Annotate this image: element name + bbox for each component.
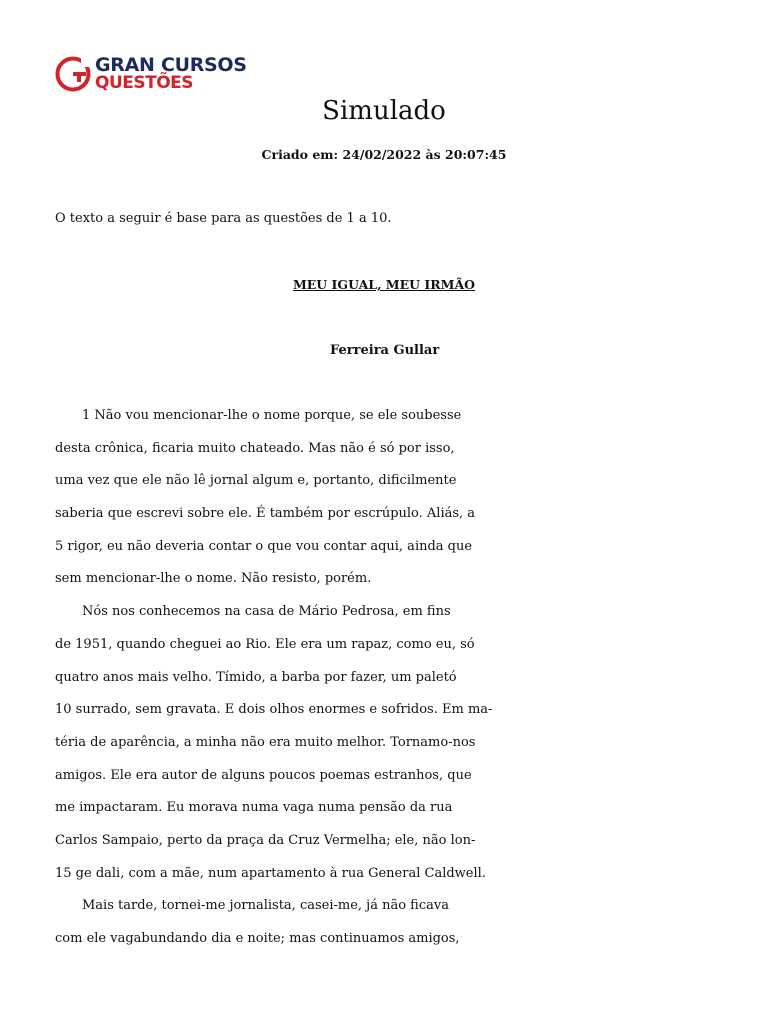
text-line: 5 rigor, eu não deveria contar o que vou contar aqui, ainda que <box>55 538 473 554</box>
logo-text-gran-cursos: GRAN CURSOS <box>95 54 247 76</box>
text-line: 10 surrado, sem gravata. E dois olhos enormes e sofridos. Em ma- <box>55 702 493 718</box>
text-line: 1 Não vou mencionar-lhe o nome porque, se ele soubesse <box>82 408 462 423</box>
text-author: Ferreira Gullar <box>330 343 440 358</box>
text-body <box>55 400 495 956</box>
g-logo-icon <box>55 56 91 92</box>
text-line: quatro anos mais velho. Tímido, a barba por fazer, um paletó <box>55 669 457 685</box>
gran-cursos-logo <box>55 54 250 94</box>
text-line: 15 ge dali, com a mãe, num apartamento à rua General Caldwell. <box>55 865 486 881</box>
text-line: uma vez que ele não lê jornal algum e, portanto, dificilmente <box>55 473 457 489</box>
page-title: Simulado <box>322 96 446 126</box>
text-title: MEU IGUAL, MEU IRMÃO <box>292 277 476 292</box>
text-line: desta crônica, ficaria muito chateado. Mas não é só por isso, <box>55 440 455 456</box>
text-line: de 1951, quando cheguei ao Rio. Ele era um rapaz, como eu, só <box>55 636 475 652</box>
text-line: com ele vagabundando dia e noite; mas continuamos amigos, <box>55 931 460 946</box>
intro-text: O texto a seguir é base para as questões de 1 a 10. <box>55 211 392 226</box>
text-line: Nós nos conhecemos na casa de Mário Pedrosa, em fins <box>82 604 451 620</box>
text-line: amigos. Ele era autor de alguns poucos poemas estranhos, que <box>55 767 472 783</box>
text-line: sem mencionar-lhe o nome. Não resisto, porém. <box>55 571 372 587</box>
text-line: Carlos Sampaio, perto da praça da Cruz Vermelha; ele, não lon- <box>55 832 476 848</box>
text-line: téria de aparência, a minha não era muito melhor. Tornamo-nos <box>55 734 476 750</box>
created-timestamp: Criado em: 24/02/2022 às 20:07:45 <box>261 147 507 162</box>
text-line: Mais tarde, tornei-me jornalista, casei-me, já não ficava <box>82 898 449 914</box>
logo-text-questoes: QUESTÕES <box>95 73 194 93</box>
text-line: saberia que escrevi sobre ele. É também por escrúpulo. Aliás, a <box>55 506 476 522</box>
text-line: me impactaram. Eu morava numa vaga numa pensão da rua <box>55 800 453 816</box>
